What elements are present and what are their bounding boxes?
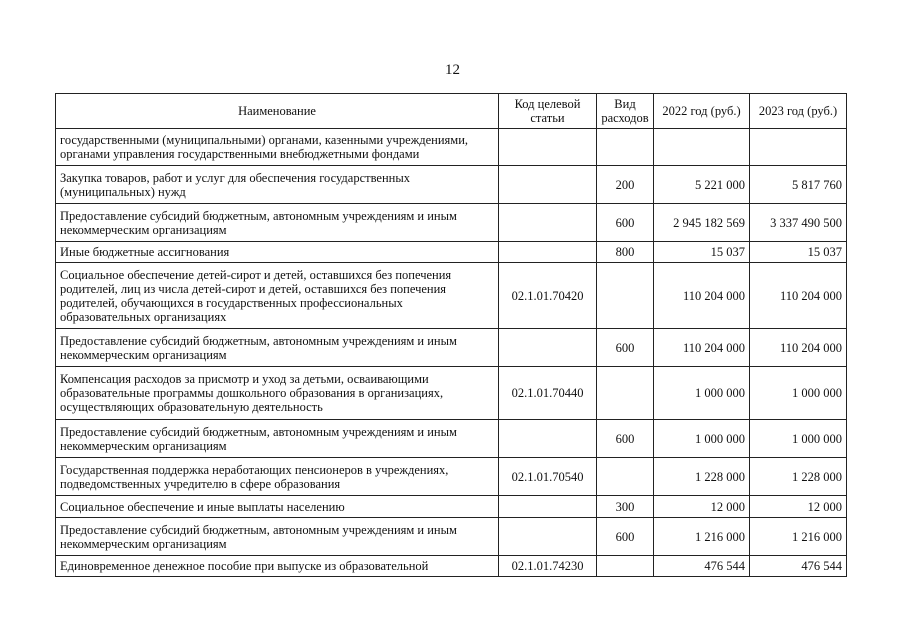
cell-name: Предоставление субсидий бюджетным, автономным учреждениям и иным некоммерческим организациям <box>56 420 499 458</box>
table-row <box>56 458 847 496</box>
cell-vid: 600 <box>597 518 654 556</box>
cell-2023: 110 204 000 <box>750 263 847 329</box>
table-row <box>56 166 847 204</box>
cell-2023: 1 216 000 <box>750 518 847 556</box>
header-2023: 2023 год (руб.) <box>750 94 847 129</box>
table-row <box>56 129 847 166</box>
cell-name: государственными (муниципальными) органами, казенными учреждениями, органами управления государственными внебюджетными фондами <box>56 129 499 166</box>
cell-name: Предоставление субсидий бюджетным, автономным учреждениям и иным некоммерческим организациям <box>56 204 499 242</box>
cell-2023: 15 037 <box>750 242 847 263</box>
cell-vid <box>597 263 654 329</box>
cell-2023: 476 544 <box>750 556 847 577</box>
cell-name: Иные бюджетные ассигнования <box>56 242 499 263</box>
cell-code: 02.1.01.70440 <box>499 367 597 420</box>
cell-2023: 5 817 760 <box>750 166 847 204</box>
cell-name: Предоставление субсидий бюджетным, автономным учреждениям и иным некоммерческим организациям <box>56 518 499 556</box>
cell-code <box>499 166 597 204</box>
table-row <box>56 420 847 458</box>
cell-code <box>499 518 597 556</box>
cell-name: Социальное обеспечение и иные выплаты населению <box>56 496 499 518</box>
cell-2022: 15 037 <box>654 242 750 263</box>
cell-name: Компенсация расходов за присмотр и уход за детьми, осваивающими образовательные программы дошкольного образования в организациях, осуществляющих образовательную деятельность <box>56 367 499 420</box>
budget-table <box>55 93 847 577</box>
cell-2022: 1 000 000 <box>654 420 750 458</box>
page-number: 12 <box>445 62 460 78</box>
cell-name: Единовременное денежное пособие при выпуске из образовательной <box>56 556 499 577</box>
cell-2022: 1 228 000 <box>654 458 750 496</box>
cell-2023 <box>750 129 847 166</box>
cell-code <box>499 329 597 367</box>
cell-2023: 12 000 <box>750 496 847 518</box>
cell-vid <box>597 556 654 577</box>
cell-code: 02.1.01.74230 <box>499 556 597 577</box>
header-code: Код целевой статьи <box>499 94 597 129</box>
cell-2022: 2 945 182 569 <box>654 204 750 242</box>
cell-name: Социальное обеспечение детей-сирот и детей, оставшихся без попечения родителей, лиц из числа детей-сирот и детей, оставшихся без попечения родителей, обучающихся в государственных профессиональных образовательных организациях <box>56 263 499 329</box>
table-row <box>56 367 847 420</box>
table-row <box>56 518 847 556</box>
cell-code <box>499 242 597 263</box>
cell-code <box>499 204 597 242</box>
cell-code: 02.1.01.70540 <box>499 458 597 496</box>
cell-vid: 600 <box>597 329 654 367</box>
cell-vid <box>597 458 654 496</box>
cell-code <box>499 496 597 518</box>
header-2022: 2022 год (руб.) <box>654 94 750 129</box>
table-row <box>56 329 847 367</box>
header-name: Наименование <box>56 94 499 129</box>
table-row <box>56 263 847 329</box>
cell-2022: 1 216 000 <box>654 518 750 556</box>
cell-vid: 800 <box>597 242 654 263</box>
cell-code: 02.1.01.70420 <box>499 263 597 329</box>
cell-2022 <box>654 129 750 166</box>
cell-2023: 1 000 000 <box>750 367 847 420</box>
cell-2022: 5 221 000 <box>654 166 750 204</box>
cell-vid: 600 <box>597 204 654 242</box>
cell-2023: 3 337 490 500 <box>750 204 847 242</box>
cell-2022: 476 544 <box>654 556 750 577</box>
cell-name: Государственная поддержка неработающих пенсионеров в учреждениях, подведомственных учредителю в сфере образования <box>56 458 499 496</box>
header-vid: Вид расходов <box>597 94 654 129</box>
cell-2023: 1 000 000 <box>750 420 847 458</box>
cell-2022: 110 204 000 <box>654 329 750 367</box>
cell-vid <box>597 367 654 420</box>
cell-vid <box>597 129 654 166</box>
cell-vid: 200 <box>597 166 654 204</box>
table-row <box>56 496 847 518</box>
cell-2022: 1 000 000 <box>654 367 750 420</box>
cell-code <box>499 420 597 458</box>
cell-2022: 12 000 <box>654 496 750 518</box>
cell-name: Закупка товаров, работ и услуг для обеспечения государственных (муниципальных) нужд <box>56 166 499 204</box>
cell-2023: 110 204 000 <box>750 329 847 367</box>
table-header-row <box>56 94 847 129</box>
table-row <box>56 242 847 263</box>
cell-name: Предоставление субсидий бюджетным, автономным учреждениям и иным некоммерческим организациям <box>56 329 499 367</box>
cell-vid: 600 <box>597 420 654 458</box>
table-row <box>56 204 847 242</box>
cell-2023: 1 228 000 <box>750 458 847 496</box>
table-row <box>56 556 847 577</box>
cell-2022: 110 204 000 <box>654 263 750 329</box>
cell-vid: 300 <box>597 496 654 518</box>
cell-code <box>499 129 597 166</box>
